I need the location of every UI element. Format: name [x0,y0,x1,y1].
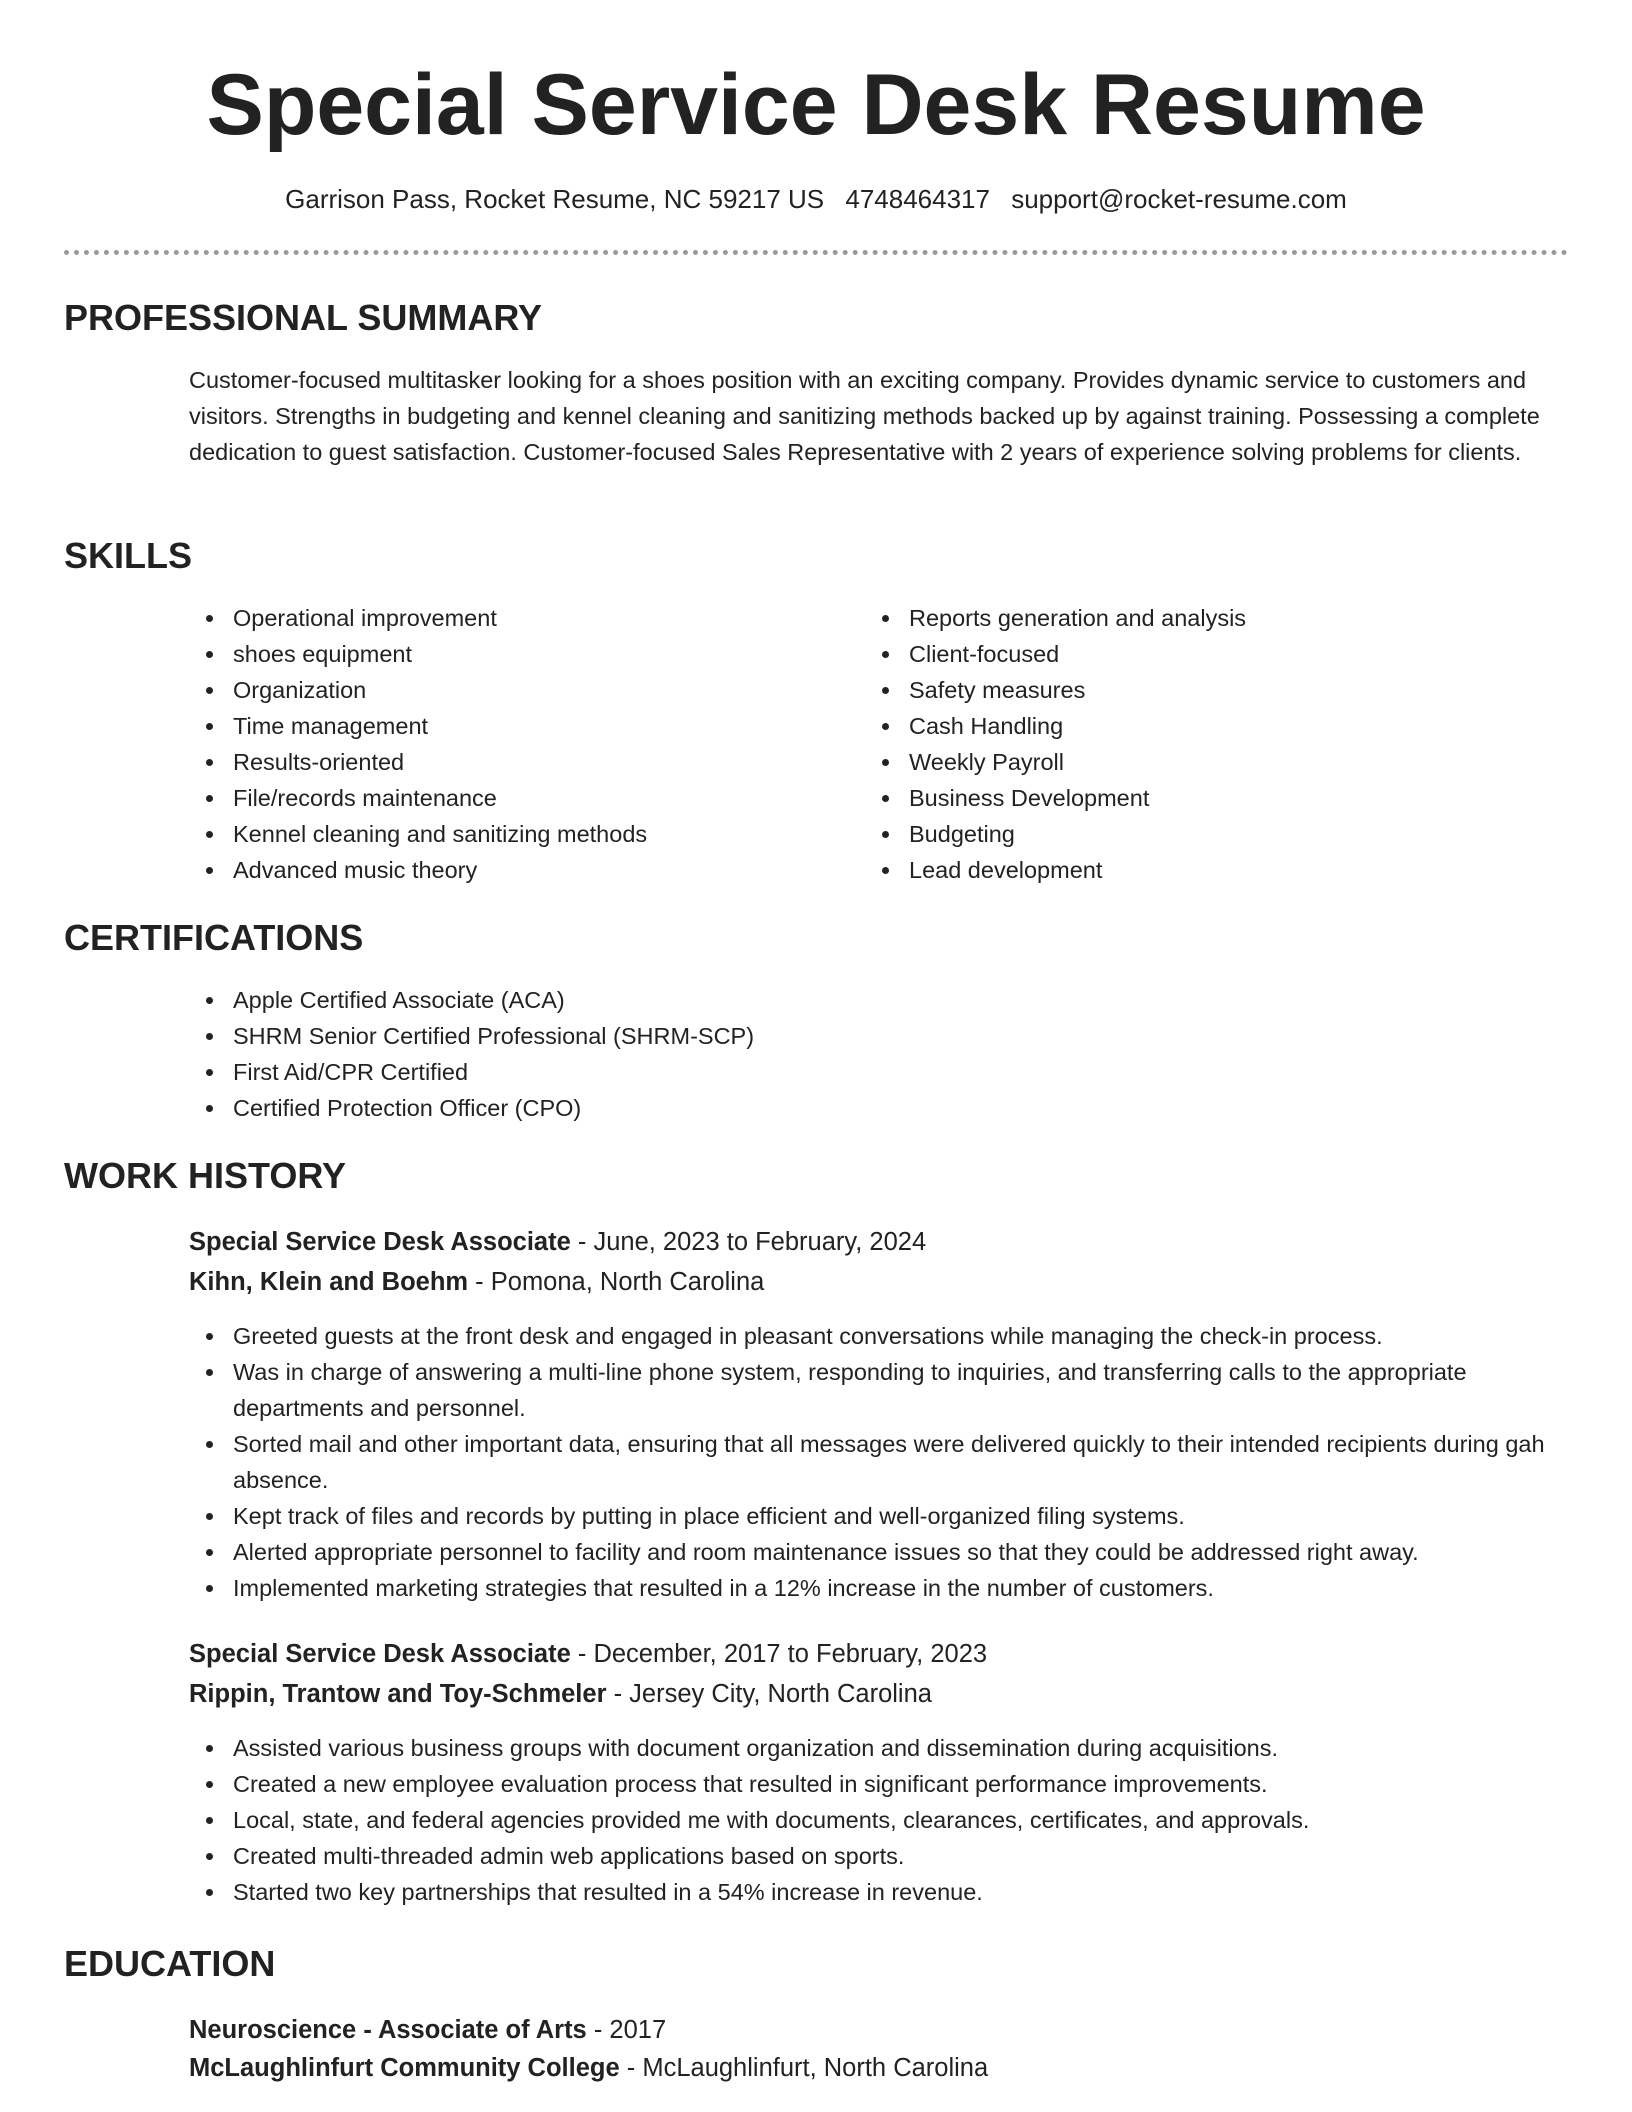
skill-item: Budgeting [865,816,1525,852]
work-history-heading: WORK HISTORY [64,1155,347,1196]
summary-text: Customer-focused multitasker looking for a shoes position with an exciting company. Provides dynamic service to customers and visitors. Strengths in budgeting and kennel cleaning and sanitizing methods backed up by against training. Possessing a complete dedication to guest satisfaction. Customer-focused Sales Representative with 2 years of experience solving problems for clients. [189,367,1540,465]
skill-item: Reports generation and analysis [865,600,1525,636]
skill-item: Advanced music theory [189,852,849,888]
skill-item: Weekly Payroll [865,744,1525,780]
job-dates: - June, 2023 to February, 2024 [570,1228,927,1256]
education-year: - 2017 [586,2016,667,2044]
job-duty: Was in charge of answering a multi-line phone system, responding to inquiries, and transferring calls to the appropriate departments and personnel. [189,1354,1569,1426]
certification-item: First Aid/CPR Certified [189,1054,1569,1090]
job-duty: Assisted various business groups with document organization and dissemination during acquisitions. [189,1730,1569,1766]
job-duty: Created a new employee evaluation process that resulted in significant performance improvements. [189,1766,1569,1802]
education-heading: EDUCATION [64,1943,276,1984]
skill-item: Safety measures [865,672,1525,708]
contact-email: support@rocket-resume.com [1011,184,1347,214]
skill-item: Time management [189,708,849,744]
job-duty: Greeted guests at the front desk and engaged in pleasant conversations while managing the check-in process. [189,1318,1569,1354]
contact-address: Garrison Pass, Rocket Resume, NC 59217 US [285,184,825,214]
job-title: Special Service Desk Associate [189,1640,571,1668]
job-title-line [189,1634,987,1674]
job-title-line [189,1222,926,1262]
certification-item: SHRM Senior Certified Professional (SHRM-SCP) [189,1018,1569,1054]
job-company: Rippin, Trantow and Toy-Schmeler [189,1680,607,1708]
job-duty: Sorted mail and other important data, ensuring that all messages were delivered quickly to their intended recipients during gah absence. [189,1426,1569,1498]
skill-item: Business Development [865,780,1525,816]
skills-list-left [189,600,849,888]
skill-item: Results-oriented [189,744,849,780]
education-school-line [189,2048,988,2088]
skill-item: Operational improvement [189,600,849,636]
job-duty: Local, state, and federal agencies provided me with documents, clearances, certificates, and approvals. [189,1802,1569,1838]
job-dates: - December, 2017 to February, 2023 [570,1640,988,1668]
skill-item: Lead development [865,852,1525,888]
job-duty: Alerted appropriate personnel to facility and room maintenance issues so that they could be addressed right away. [189,1534,1569,1570]
skill-item: Kennel cleaning and sanitizing methods [189,816,849,852]
education-degree: Neuroscience - Associate of Arts [189,2016,587,2044]
skills-heading: SKILLS [64,535,193,576]
job-duty: Implemented marketing strategies that resulted in a 12% increase in the number of customers. [189,1570,1569,1606]
contact-phone: 4748464317 [845,184,990,214]
skill-item: File/records maintenance [189,780,849,816]
skill-item: shoes equipment [189,636,849,672]
job-title: Special Service Desk Associate [189,1228,571,1256]
contact-line [0,179,1632,219]
certification-item: Apple Certified Associate (ACA) [189,982,1569,1018]
job-location: - Jersey City, North Carolina [606,1680,932,1708]
education-degree-line [189,2010,666,2050]
skill-item: Client-focused [865,636,1525,672]
certifications-list [189,982,1569,1126]
job-company: Kihn, Klein and Boehm [189,1268,469,1296]
job-company-line [189,1674,932,1714]
skills-list-right [865,600,1525,888]
skill-item: Organization [189,672,849,708]
job-duty: Created multi-threaded admin web applications based on sports. [189,1838,1569,1874]
education-location: - McLaughlinfurt, North Carolina [619,2054,989,2082]
job-duty: Started two key partnerships that resulted in a 54% increase in revenue. [189,1874,1569,1910]
job-location: - Pomona, North Carolina [468,1268,765,1296]
resume-title: Special Service Desk Resume [206,57,1426,153]
job-company-line [189,1262,764,1302]
job-duties-list [189,1730,1569,1910]
certifications-heading: CERTIFICATIONS [64,917,364,958]
summary-heading: PROFESSIONAL SUMMARY [64,297,543,338]
job-duty: Kept track of files and records by putting in place efficient and well-organized filing systems. [189,1498,1569,1534]
skill-item: Cash Handling [865,708,1525,744]
certification-item: Certified Protection Officer (CPO) [189,1090,1569,1126]
education-school: McLaughlinfurt Community College [189,2054,620,2082]
job-duties-list [189,1318,1569,1606]
header-divider [64,250,1568,255]
